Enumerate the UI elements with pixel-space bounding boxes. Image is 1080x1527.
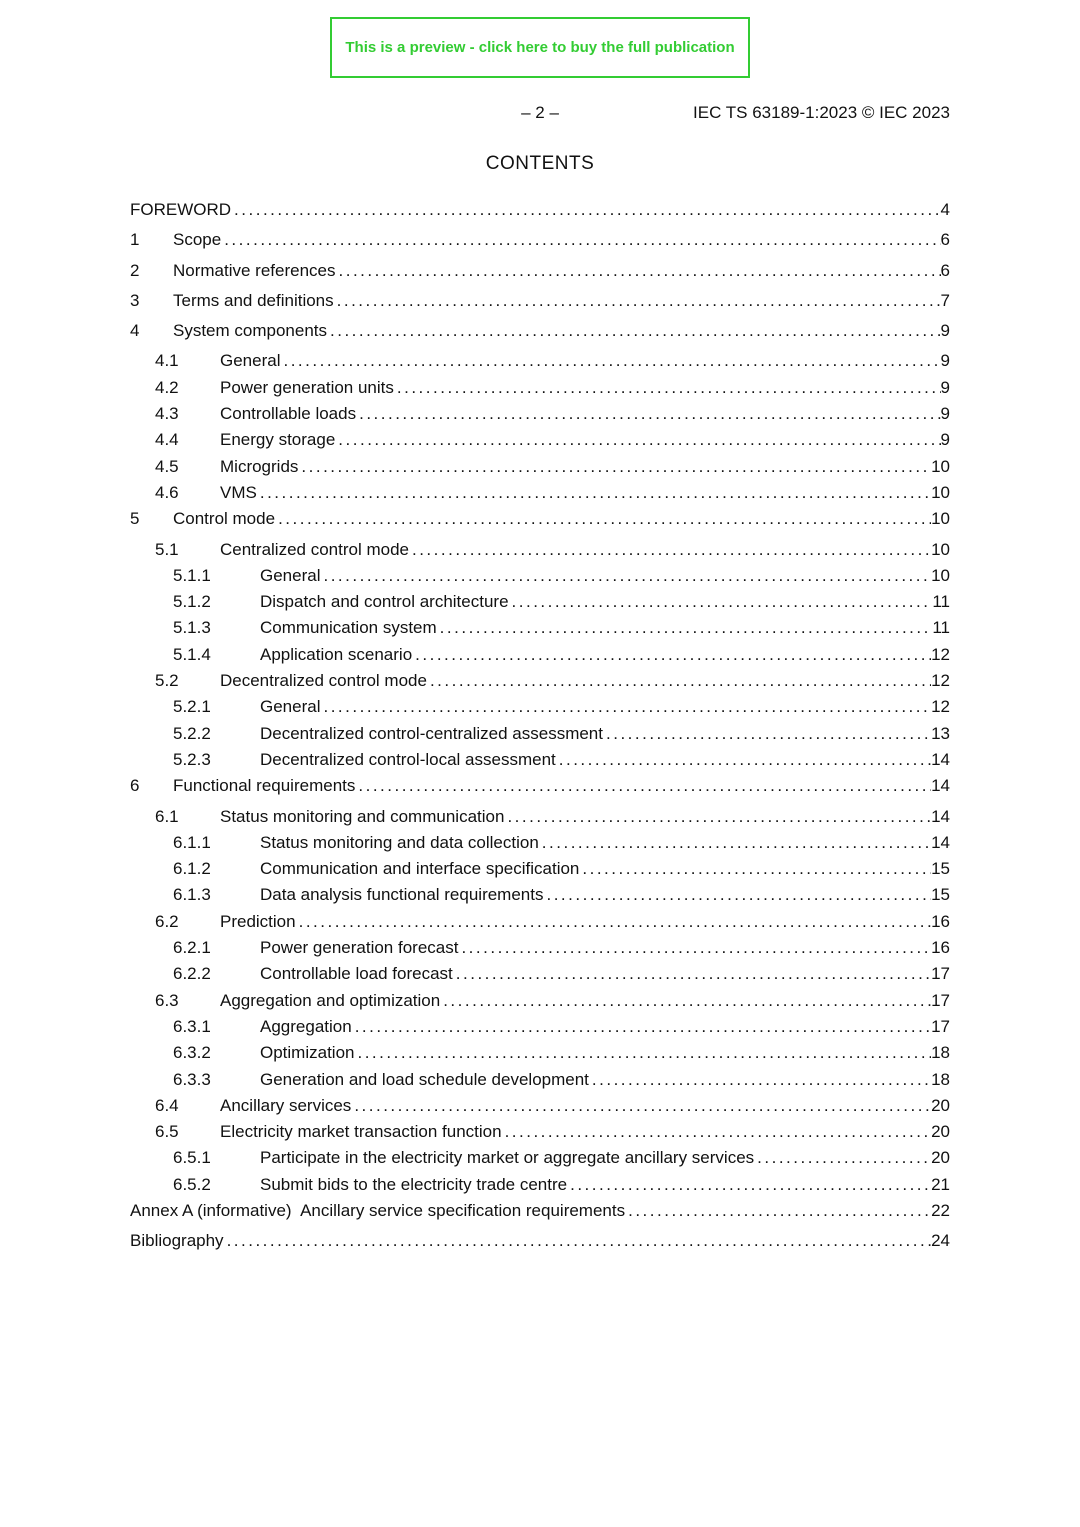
dot-leader [339,258,941,284]
toc-entry-label: Data analysis functional requirements [260,885,544,905]
toc-entry-number: 6 [130,776,140,796]
toc-entry-page: 12 [931,644,950,664]
toc-entry-page: 10 [931,482,950,502]
toc-entry-page: 16 [931,911,950,931]
toc-entry-label: Annex A (informative) Ancillary service specification requirements [130,1200,626,1220]
toc-entry-label: Energy storage [220,430,336,450]
toc-entry-number: 4.3 [155,404,179,424]
toc-entry-page: 6 [940,260,950,280]
dot-leader [224,227,940,253]
toc-entry-page: 14 [931,832,950,852]
toc-entry-label: Scope [173,230,222,250]
toc-entry-number: 5.2.3 [173,749,211,769]
dot-leader [512,589,933,615]
toc-entry-label: Control mode [173,509,276,529]
toc-entry-page: 14 [931,749,950,769]
toc-entry [130,348,950,374]
dot-leader [357,1040,931,1066]
toc-entry-page: 9 [940,377,950,397]
toc-entry-page: 9 [940,404,950,424]
toc-entry-label: Status monitoring and communication [220,806,505,826]
toc-entry-label: Communication and interface specification [260,859,580,879]
toc-entry [130,668,950,694]
toc-entry [130,563,950,589]
dot-leader [757,1145,931,1171]
toc-entry-number: 6.5.1 [173,1148,211,1168]
toc-entry-number: 4.2 [155,377,179,397]
toc-entry-page: 20 [931,1148,950,1168]
toc-entry-number: 1 [130,230,140,250]
toc-entry-number: 6.5 [155,1122,179,1142]
toc-entry-number: 6.2.2 [173,964,211,984]
document-id-label: IEC TS 63189-1:2023 © IEC 2023 [693,103,950,122]
toc-entry [130,1093,950,1119]
toc-entry-number: 5.2 [155,671,179,691]
dot-leader [323,563,931,589]
toc-entry [130,721,950,747]
toc-entry-label: Status monitoring and data collection [260,832,539,852]
toc-entry-page: 20 [931,1095,950,1115]
dot-leader [582,856,931,882]
toc-entry-page: 10 [931,539,950,559]
toc-entry-label: Normative references [173,260,336,280]
toc-entry-number: 5.2.2 [173,723,211,743]
toc-entry-label: Microgrids [220,456,299,476]
toc-entry-page: 11 [932,592,950,612]
toc-entry-page: 18 [931,1069,950,1089]
toc-entry [130,288,950,314]
dot-leader [260,480,931,506]
toc-entry-page: 15 [931,885,950,905]
toc-entry-label: Participate in the electricity market or aggregate ancillary services [260,1148,755,1168]
toc-entry [130,773,950,799]
toc-entry-label: Optimization [260,1043,355,1063]
toc-entry-page: 24 [931,1231,950,1251]
toc-entry-label: Aggregation and optimization [220,990,441,1010]
dot-leader [234,197,940,223]
page-number-label: – 2 – [521,103,559,122]
contents-title: CONTENTS [485,153,595,174]
toc-entry [130,197,950,223]
toc-entry [130,1198,950,1224]
toc-entry-number: 6.3.1 [173,1016,211,1036]
toc-entry [130,1172,950,1198]
toc-entry-label: General [260,565,321,585]
toc-entry-label: Functional requirements [173,776,356,796]
toc-entry-page: 13 [931,723,950,743]
buy-publication-banner-label: This is a preview - click here to buy the full publication [345,39,735,56]
dot-leader [354,1093,931,1119]
toc-entry [130,1119,950,1145]
dot-leader [542,830,931,856]
toc-entry-page: 4 [940,200,950,219]
page-header [0,103,1080,125]
toc-entry-number: 4.5 [155,456,179,476]
toc-entry-page: 12 [931,697,950,717]
dot-leader [278,506,931,532]
toc-entry-number: 5.1.4 [173,644,211,664]
dot-leader [227,1228,932,1254]
dot-leader [397,375,941,401]
toc-entry-label: Electricity market transaction function [220,1122,502,1142]
toc-entry [130,480,950,506]
toc-entry-label: Submit bids to the electricity trade centre [260,1174,568,1194]
toc-entry-number: 5.1.3 [173,618,211,638]
toc-entry-label: Aggregation [260,1016,352,1036]
dot-leader [355,1014,931,1040]
dot-leader [358,773,931,799]
toc-entry [130,935,950,961]
dot-leader [430,668,931,694]
toc-entry-page: 11 [932,618,950,638]
toc-entry-label: Dispatch and control architecture [260,592,509,612]
toc-entry-label: Power generation units [220,377,394,397]
dot-leader [330,318,941,344]
toc-entry-number: 6.3 [155,990,179,1010]
toc-entry [130,909,950,935]
toc-entry-page: 16 [931,938,950,958]
dot-leader [592,1067,931,1093]
toc-entry [130,454,950,480]
buy-publication-banner[interactable] [330,17,750,78]
dot-leader [440,615,933,641]
toc-entry-number: 5.1.1 [173,565,211,585]
toc-entry [130,830,950,856]
toc-entry [130,227,950,253]
toc-entry-number: 6.1.2 [173,859,211,879]
toc-entry-page: 14 [931,806,950,826]
toc-entry [130,615,950,641]
dot-leader [606,721,931,747]
dot-leader [412,537,931,563]
toc-entry [130,694,950,720]
dot-leader [338,427,940,453]
toc-entry-label: VMS [220,482,257,502]
toc-entry-number: 5.2.1 [173,697,211,717]
toc-entry [130,375,950,401]
toc-entry-number: 5.1.2 [173,592,211,612]
toc-entry-label: Controllable loads [220,404,357,424]
toc-entry-page: 10 [931,565,950,585]
toc-entry-label: Centralized control mode [220,539,409,559]
dot-leader [323,694,931,720]
toc-entry-label: Bibliography [130,1231,224,1251]
dot-leader [507,804,931,830]
toc-entry-page: 18 [931,1043,950,1063]
toc-entry [130,642,950,668]
table-of-contents [130,197,950,1259]
toc-entry-page: 9 [940,430,950,450]
toc-entry [130,1014,950,1040]
toc-entry [130,589,950,615]
toc-entry-label: General [220,351,281,371]
dot-leader [283,348,940,374]
dot-leader [456,961,931,987]
toc-entry-number: 6.3.2 [173,1043,211,1063]
toc-entry-page: 12 [931,671,950,691]
toc-entry-label: Controllable load forecast [260,964,453,984]
toc-entry-number: 4.4 [155,430,179,450]
toc-entry-page: 9 [940,351,950,371]
toc-entry-label: Terms and definitions [173,290,334,310]
toc-entry-label: Prediction [220,911,296,931]
toc-entry-page: 17 [931,990,950,1010]
toc-entry-page: 10 [931,509,950,529]
toc-entry-page: 17 [931,964,950,984]
dot-leader [570,1172,931,1198]
toc-entry [130,804,950,830]
toc-entry-number: 4.6 [155,482,179,502]
toc-entry [130,537,950,563]
toc-entry-number: 2 [130,260,140,280]
dot-leader [415,642,931,668]
toc-entry [130,1228,950,1254]
toc-entry-label: Application scenario [260,644,413,664]
toc-entry [130,882,950,908]
toc-entry-number: 3 [130,290,140,310]
toc-entry-number: 6.1.3 [173,885,211,905]
toc-entry [130,747,950,773]
toc-entry-number: 6.5.2 [173,1174,211,1194]
dot-leader [628,1198,931,1224]
toc-entry-label: Communication system [260,618,437,638]
toc-entry [130,1067,950,1093]
toc-entry-number: 6.1 [155,806,179,826]
dot-leader [505,1119,932,1145]
toc-entry-label: System components [173,321,328,341]
toc-entry-page: 6 [940,230,950,250]
toc-entry-page: 22 [931,1200,950,1220]
toc-entry-page: 7 [940,290,950,310]
toc-entry [130,988,950,1014]
toc-entry-page: 20 [931,1122,950,1142]
toc-entry-number: 6.4 [155,1095,179,1115]
toc-entry-number: 6.2 [155,911,179,931]
dot-leader [301,454,931,480]
dot-leader [559,747,931,773]
toc-entry-number: 5.1 [155,539,179,559]
toc-entry [130,506,950,532]
toc-entry-page: 9 [940,321,950,341]
toc-entry-label: Ancillary services [220,1095,352,1115]
toc-entry-label: Decentralized control mode [220,671,427,691]
toc-entry-label: General [260,697,321,717]
toc-entry [130,258,950,284]
toc-entry-label: Power generation forecast [260,938,459,958]
toc-entry-label: FOREWORD [130,200,232,219]
dot-leader [337,288,941,314]
toc-entry-number: 6.2.1 [173,938,211,958]
toc-entry-page: 21 [931,1174,950,1194]
toc-entry-page: 15 [931,859,950,879]
toc-entry-page: 17 [931,1016,950,1036]
toc-entry [130,856,950,882]
toc-entry-number: 6.3.3 [173,1069,211,1089]
toc-entry-number: 4 [130,321,140,341]
toc-entry [130,318,950,344]
toc-entry-label: Generation and load schedule development [260,1069,589,1089]
toc-entry-page: 14 [931,776,950,796]
dot-leader [443,988,931,1014]
dot-leader [359,401,940,427]
toc-entry-label: Decentralized control-centralized assessment [260,723,603,743]
toc-entry-page: 10 [931,456,950,476]
dot-leader [299,909,931,935]
toc-entry-number: 4.1 [155,351,179,371]
dot-leader [461,935,931,961]
toc-entry [130,1145,950,1171]
toc-entry [130,401,950,427]
toc-entry [130,1040,950,1066]
dot-leader [546,882,931,908]
toc-entry-number: 5 [130,509,140,529]
toc-entry-number: 6.1.1 [173,832,211,852]
toc-entry [130,961,950,987]
toc-entry [130,427,950,453]
toc-entry-label: Decentralized control-local assessment [260,749,556,769]
